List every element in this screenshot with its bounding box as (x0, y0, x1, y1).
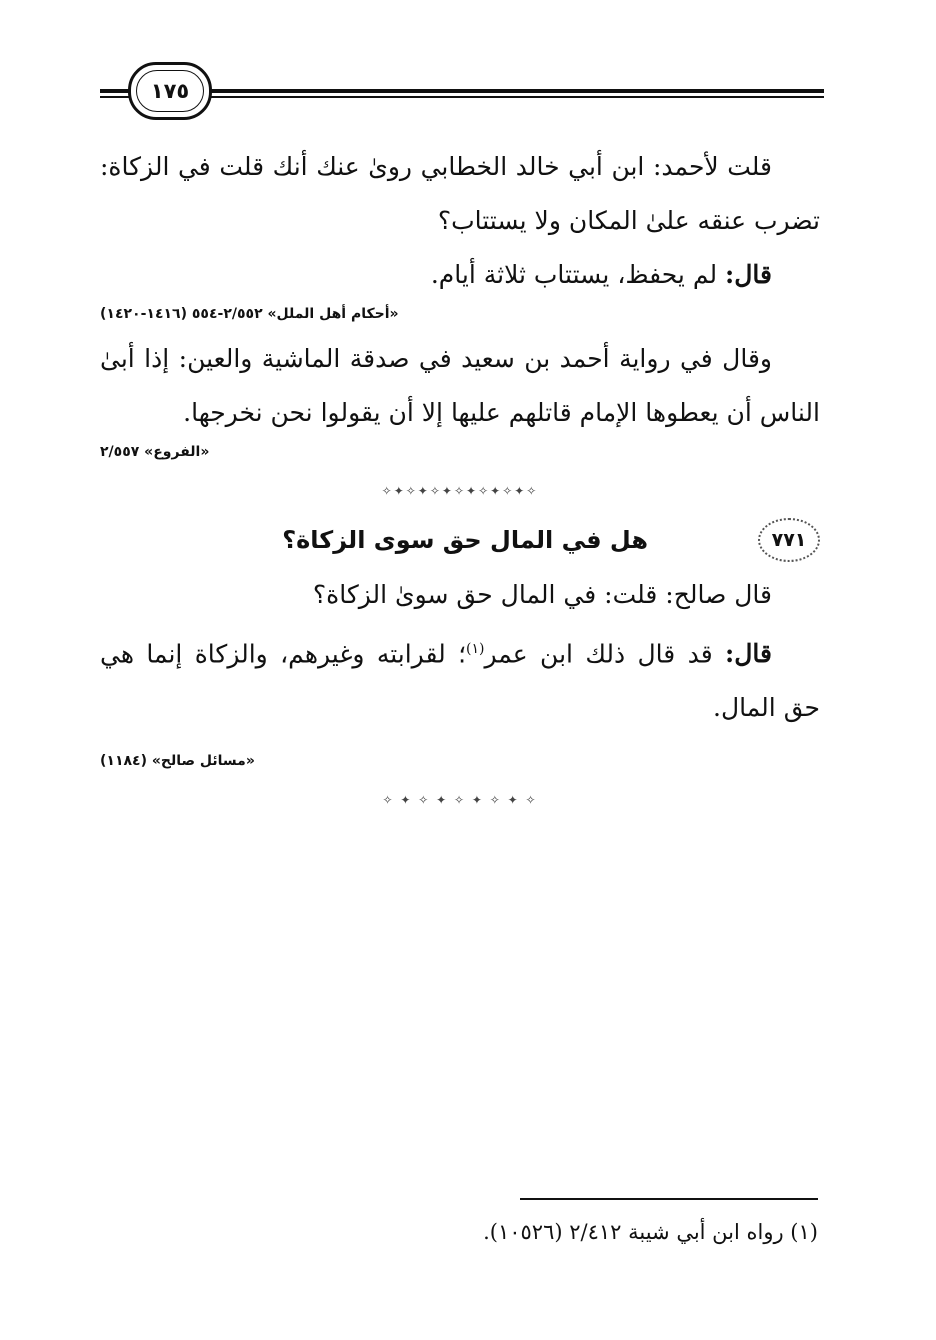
chapter-number: ٧٧١ (758, 518, 820, 562)
paragraph (100, 622, 820, 735)
page-number: ١٧٥ (136, 70, 204, 112)
paragraph (100, 140, 820, 248)
section-ornament: ✧✦✧✦✧✦✧✦✧✦✧✦✧ (381, 484, 539, 498)
paragraph (100, 332, 820, 440)
chapter-title: هل في المال حق سوى الزكاة؟ (282, 526, 648, 554)
paragraph-text: لم يحفظ، يستتاب ثلاثة أيام. (430, 260, 726, 289)
citation: «أحكام أهل الملل» ٢/٥٥٢-٥٥٤ (١٤١٦-١٤٢٠) (100, 306, 399, 322)
footnote-separator (520, 1198, 818, 1200)
paragraph-text: قد قال ذلك ابن عمر (484, 639, 726, 669)
page-content (100, 140, 820, 827)
paragraph-text: ؛ لقرابته وغيرهم، والزكاة إنما هي حق المال. (100, 639, 820, 723)
chapter-heading (100, 518, 820, 562)
paragraph-text: قلت لأحمد: ابن أبي خالد الخطابي روىٰ عنك أنك قلت في الزكاة: تضرب عنقه علىٰ المكان ولا يستتاب؟ (100, 152, 820, 235)
paragraph-text: وقال في رواية أحمد بن سعيد في صدقة الماشية والعين: إذا أبىٰ الناس أن يعطوها الإمام قاتلهم عليها إلا أن يقولوا نحن نخرجها. (100, 344, 820, 427)
footnote: (١) رواه ابن أبي شيبة ٢/٤١٢ (١٠٥٢٦). (483, 1220, 818, 1244)
page-number-badge (128, 62, 212, 120)
speaker-label: قال: (725, 639, 772, 669)
speaker-label: قال: (725, 260, 772, 289)
citation: «الفروع» ٢/٥٥٧ (100, 444, 210, 460)
footnote-marker[interactable]: (١) (466, 641, 485, 657)
section-ornament: ✧ ✦ ✧ ✦ ✧ ✦ ✧ ✦ ✧ (382, 793, 538, 808)
paragraph (100, 248, 820, 302)
paragraph-text: قال صالح: قلت: في المال حق سوىٰ الزكاة؟ (312, 580, 772, 609)
paragraph (100, 568, 820, 622)
citation: «مسائل صالح» (١١٨٤) (100, 753, 255, 770)
